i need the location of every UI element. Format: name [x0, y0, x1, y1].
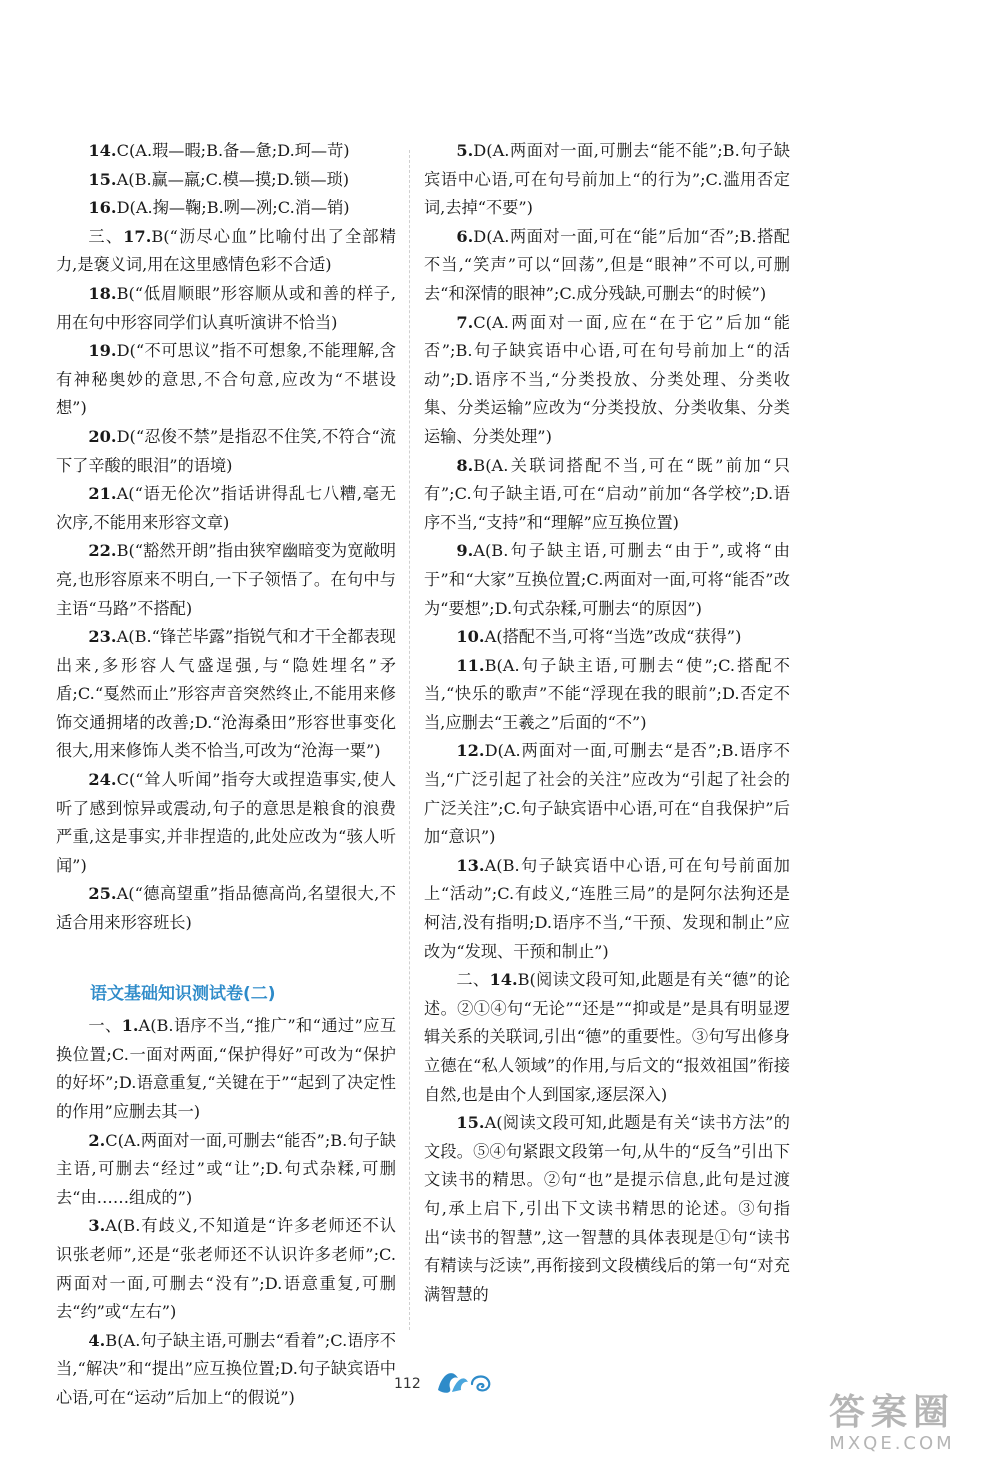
answer-item: 15.A(阅读文段可知,此题是有关“读书方法”的文段。⑤④句紧跟文段第一句,从牛的“反刍”引出下文读书的精思。②句“也”是提示信息,此句是过渡句,承上启下,引出下文读书精思的论述。③句指出“读书的智慧”,这一智慧的具体表现是①句“读书有精读与泛读”,再衔接到文段横线后的第一句“对充满智慧的 — [424, 1113, 790, 1304]
answer-item: 20.D(“忍俊不禁”是指忍不住笑,不符合“流下了辛酸的眼泪”的语境) — [56, 426, 396, 475]
answer-item: 14.C(A.瑕—暇;B.备—惫;D.珂—苛) — [88, 141, 350, 160]
answer-item: 10.A(搭配不当,可将“当选”改成“获得”) — [456, 627, 742, 647]
answer-item: 4.B(A.句子缺主语,可删去“看着”;C.语序不当,“解决”和“提出”应互换位置;D.句子缺宾语中心语,可在“运动”后加上“的假说”) — [56, 1330, 396, 1407]
answer-item: 16.D(A.掬—鞠;B.咧—冽;C.消—销) — [88, 198, 350, 218]
watermark — [792, 1393, 992, 1463]
answer-item: 二、14.B(阅读文段可知,此题是有关“德”的论述。②①④句“无论”“还是”“抑或是”是具有明显逻辑关系的关联词,引出“德”的重要性。③句写出修身立德在“私人领域”的作用,与后文的“报效祖国”衔接自然,也是由个人到国家,逐层深入) — [424, 970, 790, 1104]
answer-item: 15.A(B.赢—羸;C.模—摸;D.锁—琐) — [88, 169, 350, 189]
left-column — [56, 137, 396, 1413]
watermark-title: 答案圈 — [828, 1392, 955, 1433]
answer-item: 25.A(“德高望重”指品德高尚,名望很大,不适合用来形容班长) — [56, 884, 396, 933]
answer-item: 三、17.B(“沥尽心血”比喻付出了全部精力,是褒义词,用在这里感情色彩不合适) — [56, 226, 396, 275]
answer-item: 8.B(A.关联词搭配不当,可在“既”前加“只有”;C.句子缺主语,可在“启动”前加“各学校”;D.语序不当,“支持”和“理解”应互换位置) — [424, 455, 790, 532]
right-column — [424, 137, 790, 1309]
page-number: 112 — [394, 1376, 421, 1392]
answer-item: 19.D(“不可思议”指不可想象,不能理解,含有神秘奥妙的意思,不合句意,应改为“不堪设想”) — [56, 341, 396, 418]
answer-item: 2.C(A.两面对一面,可删去“能否”;B.句子缺主语,可删去“经过”或“让”;D.句式杂糅,可删去“由……组成的”) — [56, 1130, 396, 1207]
answer-item: 12.D(A.两面对一面,可删去“是否”;B.语序不当,“广泛引起了社会的关注”应改为“引起了社会的广泛关注”;C.句子缺宾语中心语,可在“自我保护”后加“意识”) — [424, 741, 790, 847]
answer-item: 18.B(“低眉顺眼”形容顺从或和善的样子,用在句中形容同学们认真听演讲不恰当) — [56, 283, 396, 332]
swirl-ornament-icon — [432, 1364, 504, 1396]
column-divider — [409, 150, 410, 1330]
answer-item: 22.B(“豁然开朗”指由狭窄幽暗变为宽敞明亮,也形容原来不明白,一下子领悟了。在句中与主语“马路”不搭配) — [56, 541, 396, 618]
answer-item: 5.D(A.两面对一面,可删去“能不能”;B.句子缺宾语中心语,可在句号前加上“的行为”;C.滥用否定词,去掉“不要”) — [424, 141, 790, 218]
answer-item: 一、1.A(B.语序不当,“推广”和“通过”应互换位置;C.一面对两面,“保护得好”可改为“保护的好坏”;D.语意重复,“关键在于”“起到了决定性的作用”应删去其一) — [56, 1016, 397, 1121]
answer-item: 24.C(“耸人听闻”指夸大或捏造事实,使人听了感到惊异或震动,句子的意思是粮食的浪费严重,这是事实,并非捏造的,此处应改为“骇人听闻”) — [56, 770, 396, 875]
answer-item: 11.B(A.句子缺主语,可删去“使”;C.搭配不当,“快乐的歌声”不能“浮现在我的眼前”;D.否定不当,应删去“王羲之”后面的“不”) — [424, 655, 790, 732]
answer-item: 21.A(“语无伦次”指话讲得乱七八糟,毫无次序,不能用来形容文章) — [56, 484, 396, 532]
answer-item: 6.D(A.两面对一面,可在“能”后加“否”;B.搭配不当,“笑声”可以“回荡”,但是“眼神”不可以,可删去“和深情的眼神”;C.成分残缺,可删去“的时候”) — [424, 226, 790, 303]
answer-item: 23.A(B.“锋芒毕露”指锐气和才干全都表现出来,多形容人气盛逞强,与“隐姓埋名”矛盾;C.“戛然而止”形容声音突然终止,不能用来修饰交通拥堵的改善;D.“沧海桑田”形容世事变化很大,用来修饰人类不恰当,可改为“沧海一粟”) — [56, 627, 396, 761]
answer-item: 3.A(B.有歧义,不知道是“许多老师还不认识张老师”,还是“张老师还不认识许多老师”;C.两面对一面,可删去“没有”;D.语意重复,可删去“约”或“左右”) — [56, 1216, 396, 1322]
answer-item: 7.C(A.两面对一面,应在“在于它”后加“能否”;B.句子缺宾语中心语,可在句号前加上“的活动”;D.语序不当,“分类投放、分类处理、分类收集、分类运输”应改为“分类投放、分类收集、分类运输、分类处理”) — [424, 312, 790, 446]
answer-item: 13.A(B.句子缺宾语中心语,可在句号前面加上“活动”;C.有歧义,“连胜三局”的是阿尔法狗还是柯洁,没有指明;D.语序不当,“干预、发现和制止”应改为“发现、干预和制止”) — [424, 855, 790, 961]
watermark-url: MXQE.COM — [829, 1433, 955, 1454]
answer-item: 9.A(B.句子缺主语,可删去“由于”,或将“由于”和“大家”互换位置;C.两面对一面,可将“能否”改为“要想”;D.句式杂糅,可删去“的原因”) — [424, 541, 790, 618]
section-title: 语文基础知识测试卷(二) — [90, 983, 276, 1004]
